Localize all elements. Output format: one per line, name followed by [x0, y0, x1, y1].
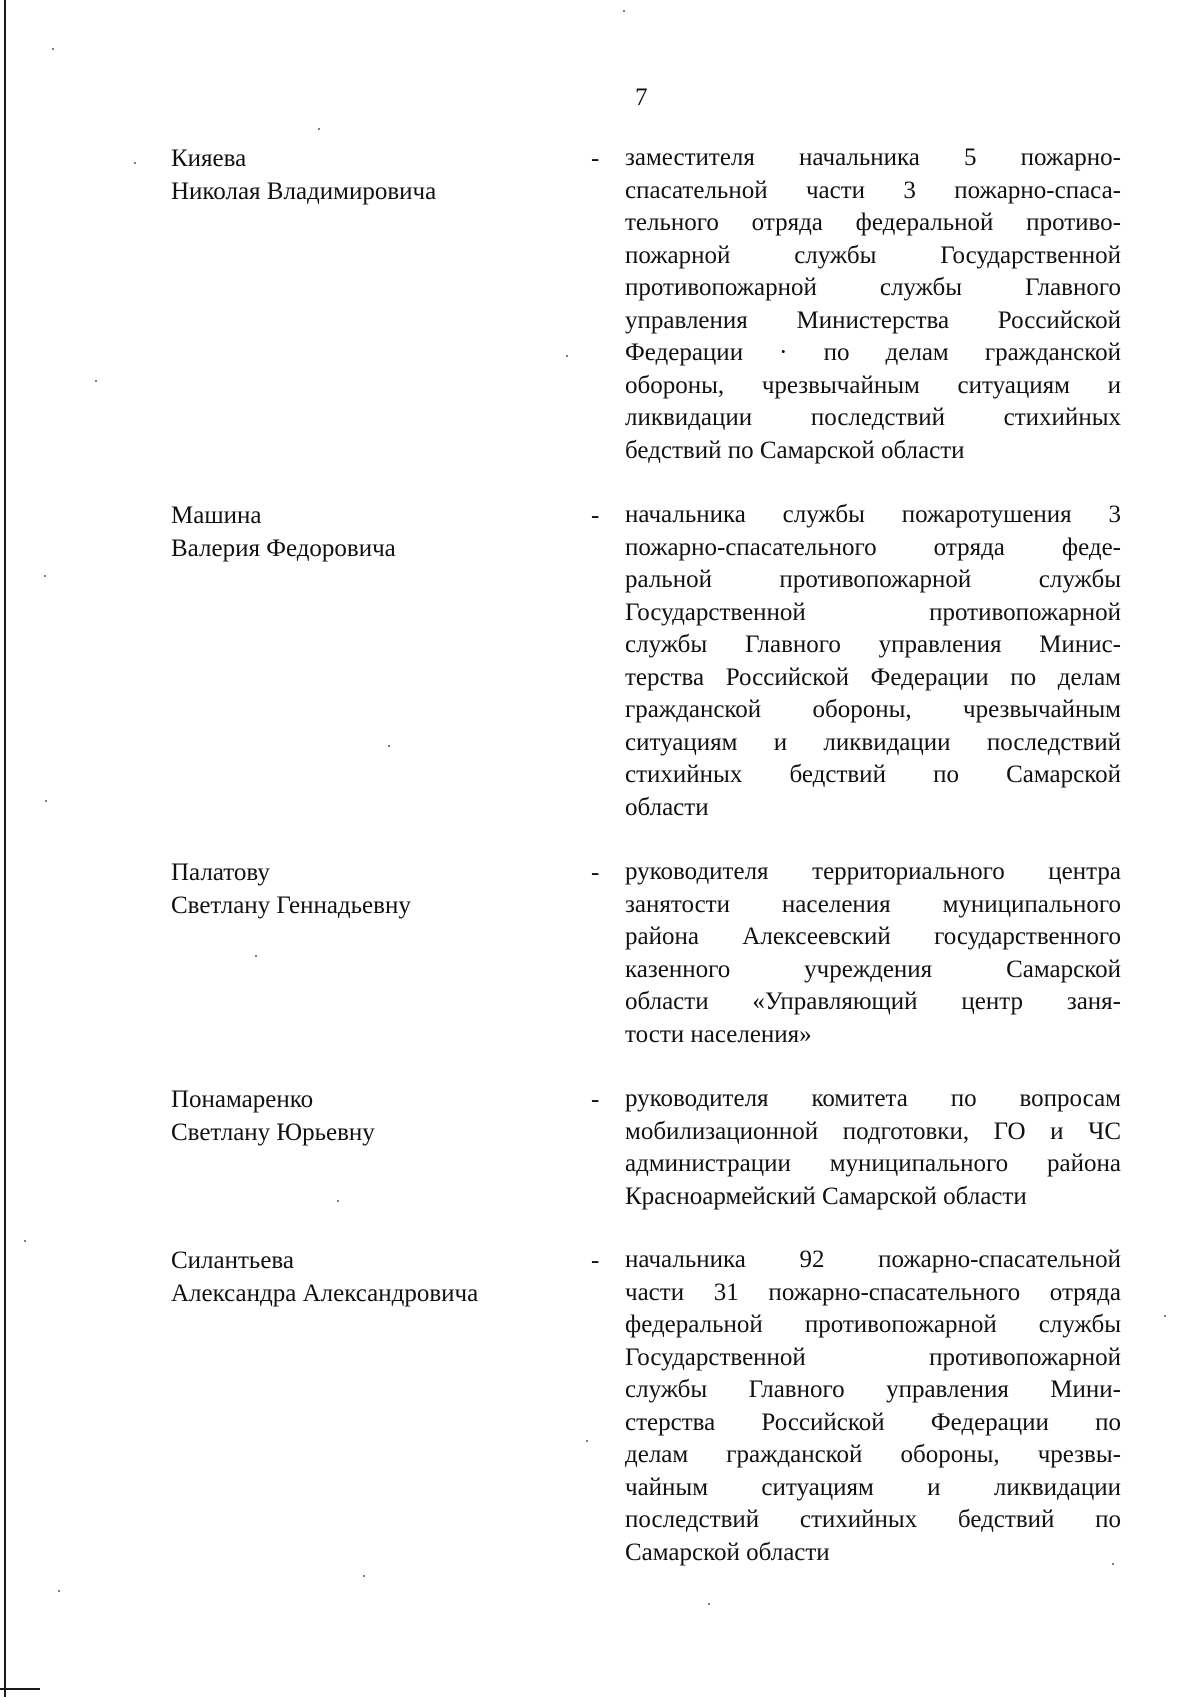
desc-line: делам гражданской обороны, чрезвы- — [625, 1441, 1121, 1468]
given-names: Валерия Федоровича — [171, 535, 396, 562]
scan-speck — [52, 48, 54, 50]
given-names: Светлану Юрьевну — [171, 1119, 375, 1146]
person-name — [171, 499, 561, 565]
scan-speck — [44, 575, 46, 577]
person-name — [171, 1083, 561, 1149]
desc-line: стерства Российской Федерации по — [625, 1408, 1121, 1436]
desc-line: тельного отряда федеральной противо- — [625, 209, 1121, 236]
desc-line: администрации муниципального района — [625, 1150, 1121, 1177]
desc-line: пожарной службы Государственной — [625, 241, 1121, 269]
scan-speck — [1164, 1315, 1166, 1317]
list-dash: - — [591, 859, 600, 886]
desc-line: начальника службы пожаротушения 3 — [625, 501, 1121, 528]
surname: Кияева — [171, 145, 247, 172]
scan-speck — [363, 1575, 365, 1577]
scan-speck — [1112, 1563, 1114, 1565]
scan-speck — [337, 1200, 339, 1202]
desc-line: последствий стихийных бедствий по — [625, 1506, 1121, 1533]
person-name — [171, 142, 561, 208]
desc-line: заместителя начальника 5 пожарно- — [625, 144, 1121, 171]
given-names: Александра Александровича — [171, 1280, 479, 1307]
desc-line: Федерации · по делам гражданской — [625, 339, 1121, 366]
scan-speck — [623, 10, 625, 12]
desc-line: начальника 92 пожарно-спасательной — [625, 1246, 1121, 1273]
position-description — [625, 1083, 1121, 1213]
desc-line: обороны, чрезвычайным ситуациям и — [625, 371, 1121, 399]
scan-speck — [586, 1440, 588, 1442]
desc-line: ситуациям и ликвидации последствий — [625, 728, 1121, 756]
desc-line: гражданской обороны, чрезвычайным — [625, 696, 1121, 723]
desc-line: области — [625, 793, 709, 821]
desc-line: занятости населения муниципального — [625, 890, 1121, 918]
desc-line: ральной противопожарной службы — [625, 566, 1121, 593]
position-description — [625, 142, 1121, 467]
desc-line: руководителя территориального центра — [625, 858, 1121, 885]
desc-line: Красноармейский Самарской области — [625, 1182, 1027, 1210]
scan-speck — [708, 1603, 710, 1605]
desc-line: казенного учреждения Самарской — [625, 955, 1121, 983]
desc-line: Самарской области — [625, 1538, 830, 1566]
desc-line: спасательной части 3 пожарно-спаса- — [625, 176, 1121, 204]
desc-line: мобилизационной подготовки, ГО и ЧС — [625, 1117, 1121, 1145]
desc-line: руководителя комитета по вопросам — [625, 1085, 1121, 1112]
scan-edge-left — [4, 0, 6, 1697]
scan-speck — [255, 955, 257, 957]
list-dash: - — [591, 1247, 600, 1274]
desc-line: части 31 пожарно-спасательного отряда — [625, 1278, 1121, 1306]
position-description — [625, 499, 1121, 824]
given-names: Николая Владимировича — [171, 178, 437, 205]
desc-line: управления Министерства Российской — [625, 306, 1121, 334]
desc-line: федеральной противопожарной службы — [625, 1311, 1121, 1338]
desc-line: противопожарной службы Главного — [625, 274, 1121, 301]
scan-speck — [45, 800, 47, 802]
surname: Машина — [171, 502, 262, 529]
desc-line: терства Российской Федерации по делам — [625, 663, 1121, 691]
desc-line: тости населения» — [625, 1020, 812, 1048]
desc-line: бедствий по Самарской области — [625, 436, 965, 464]
desc-line: ликвидации последствий стихийных — [625, 404, 1121, 431]
person-name — [171, 1244, 561, 1310]
scan-speck — [134, 162, 136, 164]
desc-line: чайным ситуациям и ликвидации — [625, 1473, 1121, 1501]
scan-speck — [318, 128, 320, 130]
position-description — [625, 1244, 1121, 1569]
scan-speck — [58, 1590, 60, 1592]
surname: Палатову — [171, 859, 270, 886]
surname: Силантьева — [171, 1247, 294, 1274]
person-name — [171, 856, 561, 922]
scan-speck — [95, 380, 97, 382]
scan-speck — [566, 355, 568, 357]
desc-line: пожарно-спасательного отряда феде- — [625, 533, 1121, 561]
desc-line: службы Главного управления Мини- — [625, 1376, 1121, 1403]
desc-line: службы Главного управления Минис- — [625, 631, 1121, 658]
scan-speck — [24, 1240, 26, 1242]
desc-line: стихийных бедствий по Самарской — [625, 761, 1121, 788]
list-dash: - — [591, 145, 600, 172]
scan-edge-bottom — [0, 1688, 40, 1690]
list-dash: - — [591, 502, 600, 529]
desc-line: Государственной противопожарной — [625, 1343, 1121, 1371]
position-description — [625, 856, 1121, 1051]
list-dash: - — [591, 1086, 600, 1113]
scan-speck — [388, 745, 390, 747]
desc-line: области «Управляющий центр заня- — [625, 988, 1121, 1015]
surname: Понамаренко — [171, 1086, 314, 1113]
desc-line: Государственной противопожарной — [625, 598, 1121, 626]
given-names: Светлану Геннадьевну — [171, 892, 411, 919]
page-number: 7 — [635, 84, 648, 111]
desc-line: района Алексеевский государственного — [625, 923, 1121, 950]
